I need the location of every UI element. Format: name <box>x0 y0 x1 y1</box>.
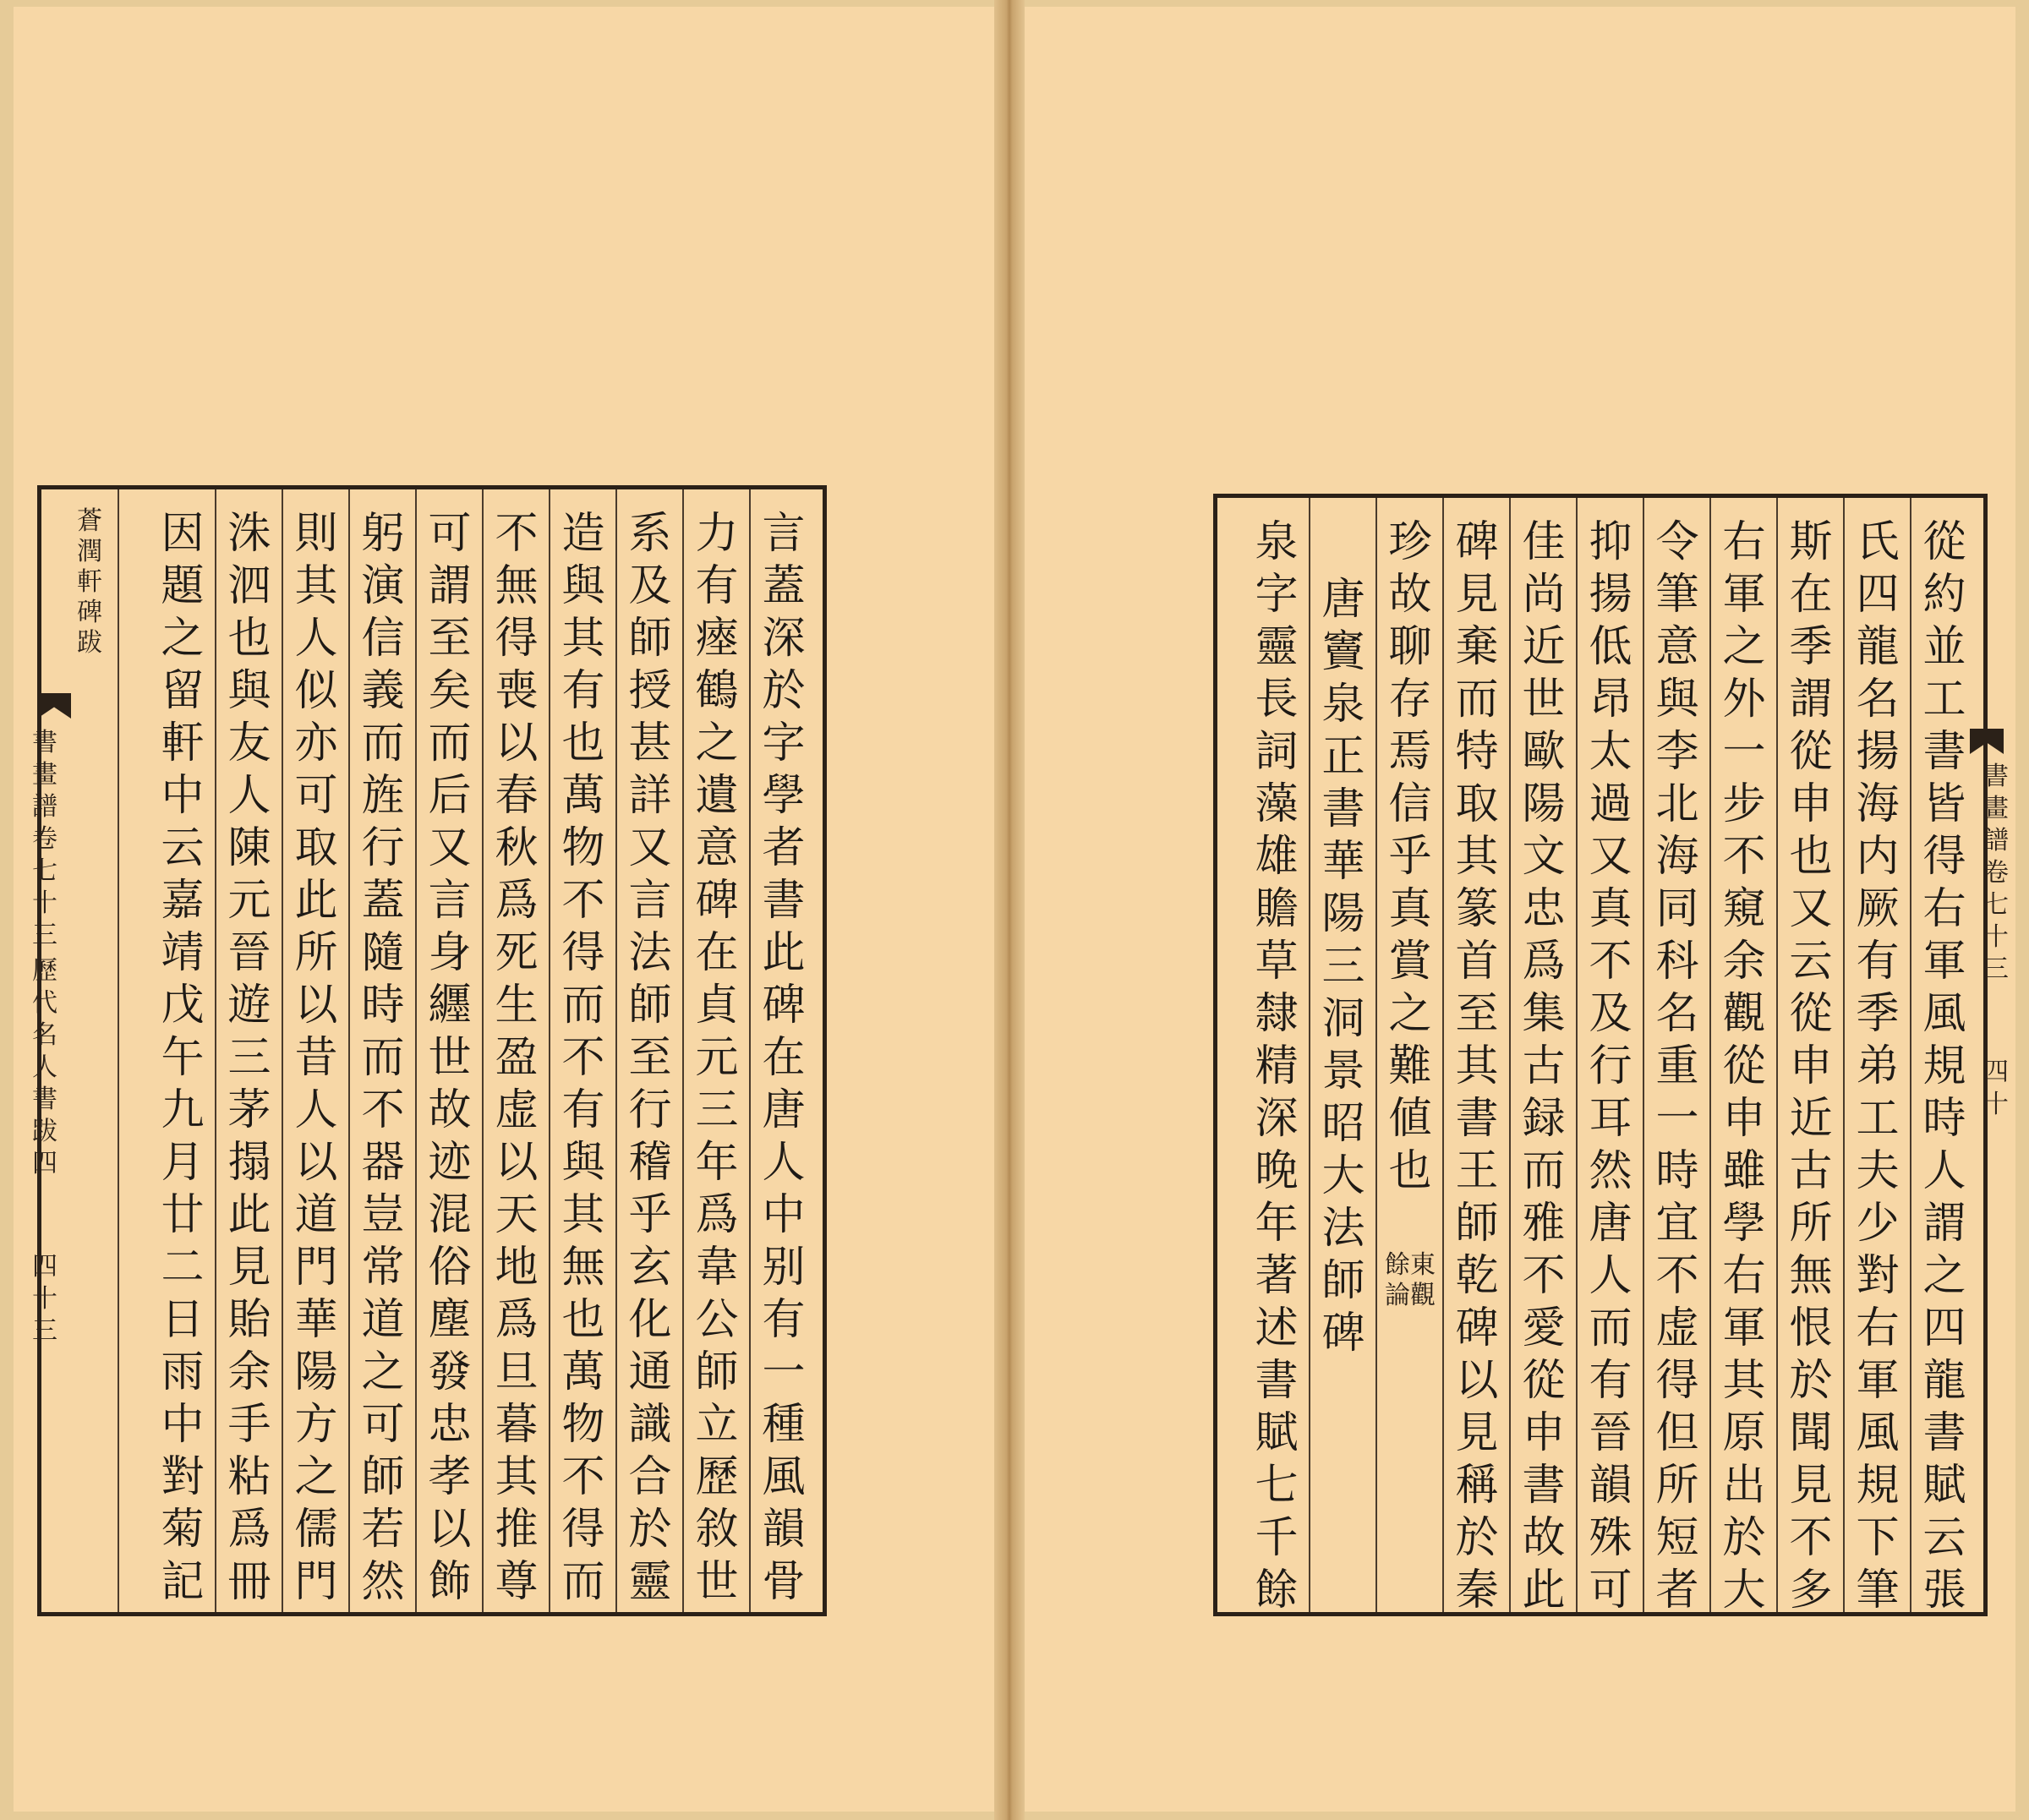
column-rule <box>549 489 550 1612</box>
text-column: 則 其 人 似 亦 可 取 此 所 以 昔 人 以 道 門 華 陽 方 之 儒 門 <box>294 509 338 1607</box>
column-rule <box>1375 498 1377 1612</box>
text-column: 碑 見 棄 而 特 取 其 篆 首 至 其 書 王 師 乾 碑 以 見 稱 於 秦 <box>1455 517 1499 1615</box>
column-rule <box>749 489 751 1612</box>
column-rule <box>1776 498 1778 1612</box>
column-rule <box>1910 498 1911 1612</box>
note-line: 餘 論 <box>1385 1250 1410 1310</box>
text-column: 力 有 瘞 鶴 之 遺 意 碑 在 貞 元 三 年 爲 韋 公 師 立 歷 敘 世 <box>695 509 739 1607</box>
column-rule <box>1643 498 1644 1612</box>
column-rule <box>615 489 617 1612</box>
column-rule <box>415 489 417 1612</box>
signature-column: 蒼 潤 軒 碑 跋 <box>77 506 102 658</box>
text-column: 佳 尚 近 世 歐 陽 文 忠 爲 集 古 録 而 雅 不 愛 從 申 書 故 此 <box>1522 517 1566 1615</box>
text-column: 洙 泗 也 與 友 人 陳 元 晉 遊 三 茅 搨 此 見 貽 余 手 粘 爲 冊 <box>227 509 271 1607</box>
text-column: 令 筆 意 與 李 北 海 同 科 名 重 一 時 宜 不 虚 得 但 所 短 者 <box>1655 517 1699 1615</box>
column-rule <box>1442 498 1444 1612</box>
left-text-block <box>37 485 827 1616</box>
text-column: 躬 演 信 義 而 旌 行 蓋 隨 時 而 不 器 豈 常 道 之 可 師 若 然 <box>361 509 405 1607</box>
text-column: 珍 故 聊 存 焉 信 乎 真 賞 之 難 値 也 <box>1388 517 1432 1196</box>
text-column: 不 無 得 喪 以 春 秋 爲 死 生 盈 虚 以 天 地 爲 旦 暮 其 推 尊 <box>495 509 539 1607</box>
column-rule <box>118 489 119 1612</box>
column-rule <box>1309 498 1310 1612</box>
text-column: 系 及 師 授 甚 詳 又 言 法 師 至 行 稽 乎 玄 化 通 識 合 於 靈 <box>628 509 672 1607</box>
column-rule <box>1509 498 1511 1612</box>
column-rule <box>1843 498 1845 1612</box>
column-rule <box>482 489 484 1612</box>
left-margin-page: 四 十 三 <box>32 1252 57 1346</box>
right-text-block <box>1213 494 1988 1616</box>
entry-heading: 唐 竇 泉 正 書 華 陽 三 洞 景 昭 大 法 師 碑 <box>1321 575 1365 1358</box>
text-column: 斯 在 季 謂 從 申 也 又 云 從 申 近 古 所 無 恨 於 聞 見 不 多 <box>1789 517 1833 1615</box>
text-column: 氏 四 龍 名 揚 海 内 厥 有 季 弟 工 夫 少 對 右 軍 風 規 下 筆 <box>1856 517 1900 1615</box>
column-rule <box>682 489 684 1612</box>
text-column: 造 與 其 有 也 萬 物 不 得 而 不 有 與 其 無 也 萬 物 不 得 而 <box>561 509 605 1607</box>
text-column: 言 蓋 深 於 字 學 者 書 此 碑 在 唐 人 中 别 有 一 種 風 韻 骨 <box>762 509 806 1607</box>
right-margin-page: 四 十 <box>1983 1058 2009 1119</box>
note-line: 東 觀 <box>1410 1250 1436 1310</box>
right-margin-title: 書 畫 譜 卷 七 十 三 <box>1983 762 2009 984</box>
text-column: 從 約 並 工 書 皆 得 右 軍 風 規 時 人 謂 之 四 龍 書 賦 云 張 <box>1922 517 1966 1615</box>
column-rule <box>1709 498 1711 1612</box>
text-column: 右 軍 之 外 一 步 不 窺 余 觀 從 申 雖 學 右 軍 其 原 出 於 大 <box>1722 517 1766 1615</box>
book-gutter <box>994 0 1025 1820</box>
text-column: 泉 字 靈 長 詞 藻 雄 贍 草 隸 精 深 晚 年 著 述 書 賦 七 千 餘 <box>1255 517 1299 1615</box>
text-column: 因 題 之 留 軒 中 云 嘉 靖 戊 午 九 月 廿 二 日 雨 中 對 菊 記 <box>161 509 205 1607</box>
source-note <box>1385 1250 1436 1311</box>
column-rule <box>1576 498 1578 1612</box>
left-margin-section: 歷 代 名 人 書 跋 四 <box>32 956 57 1178</box>
column-rule <box>348 489 350 1612</box>
text-column: 可 謂 至 矣 而 后 又 言 身 纒 世 故 迹 混 俗 塵 發 忠 孝 以 飾 <box>428 509 472 1607</box>
text-column: 抑 揚 低 昂 太 過 又 真 不 及 行 耳 然 唐 人 而 有 晉 韻 殊 可 <box>1589 517 1632 1615</box>
column-rule <box>215 489 216 1612</box>
left-margin-title: 書 畫 譜 卷 七 十 三 <box>32 728 57 950</box>
column-rule <box>282 489 283 1612</box>
